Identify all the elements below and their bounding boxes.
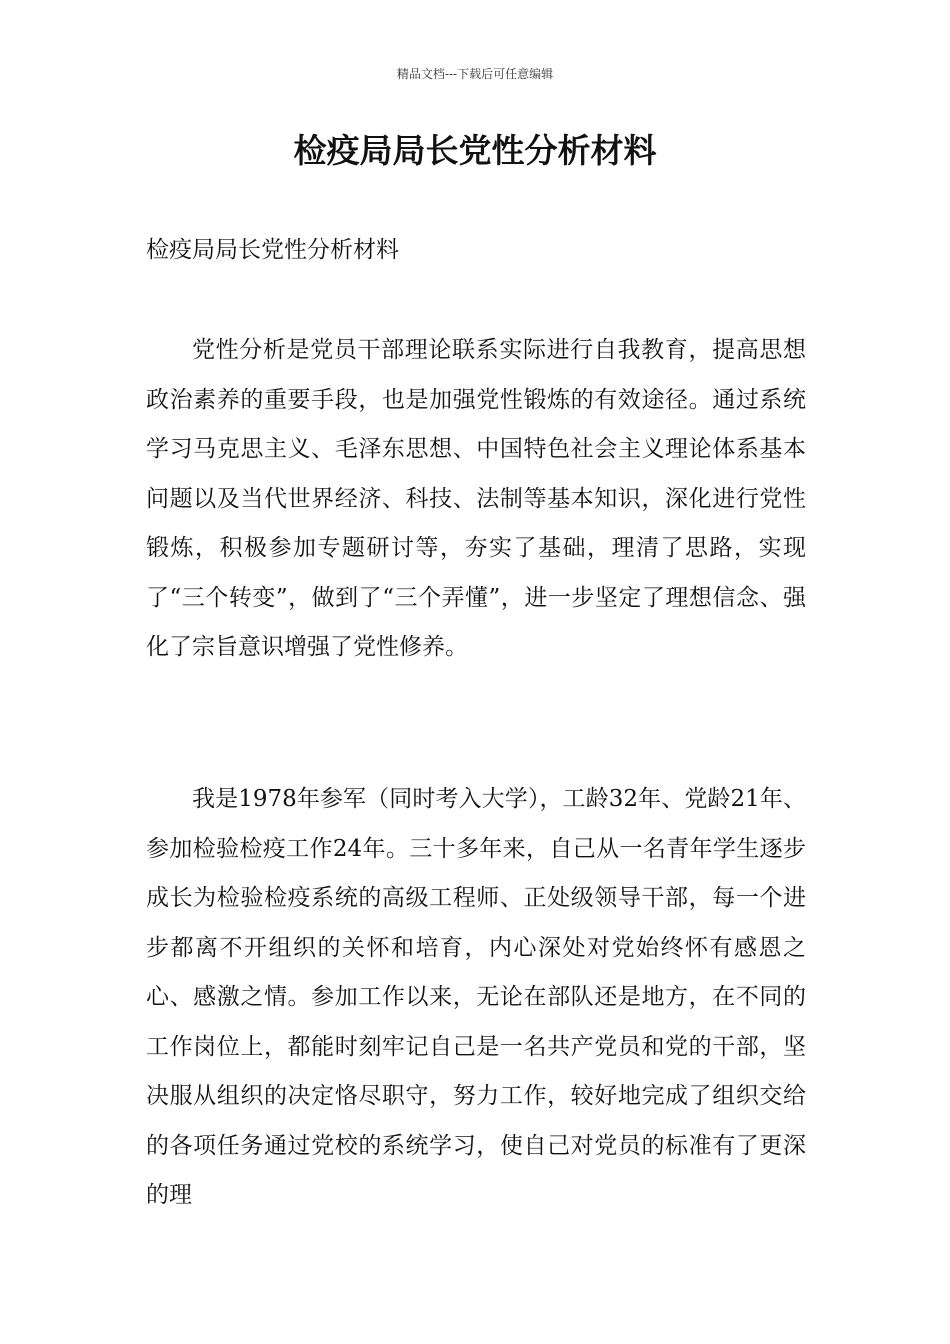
document-title: 检疫局局长党性分析材料 — [293, 131, 657, 170]
body-paragraph-1: 党性分析是党员干部理论联系实际进行自我教育，提高思想政治素养的重要手段，也是加强党性锻炼的有效途径。通过系统学习马克思主义、毛泽东思想、中国特色社会主义理论体系基本问题以及当代世界经济、科技、法制等基本知识，深化进行党性锻炼，积极参加专题研讨等，夯实了基础，理清了思路，实现了“三个转变”，做到了“三个弄懂”，进一步坚定了理想信念、强化了宗旨意识增强了党性修养。 — [146, 337, 806, 660]
document-subtitle: 检疫局局长党性分析材料 — [146, 237, 399, 263]
header-note: 精品文档---下载后可任意编辑 — [396, 67, 554, 81]
body-paragraph-2: 我是1978年参军（同时考入大学），工龄32年、党龄21年、参加检验检疫工作24年。三十多年来，自己从一名青年学生逐步成长为检验检疫系统的高级工程师、正处级领导干部，每一个进步都离不开组织的关怀和培育，内心深处对党始终怀有感恩之心、感激之情。参加工作以来，无论在部队还是地方，在不同的工作岗位上，都能时刻牢记自己是一名共产党员和党的干部，坚决服从组织的决定恪尽职守，努力工作，较好地完成了组织交给的各项任务通过党校的系统学习，使自己对党员的标准有了更深的理 — [146, 786, 806, 1208]
